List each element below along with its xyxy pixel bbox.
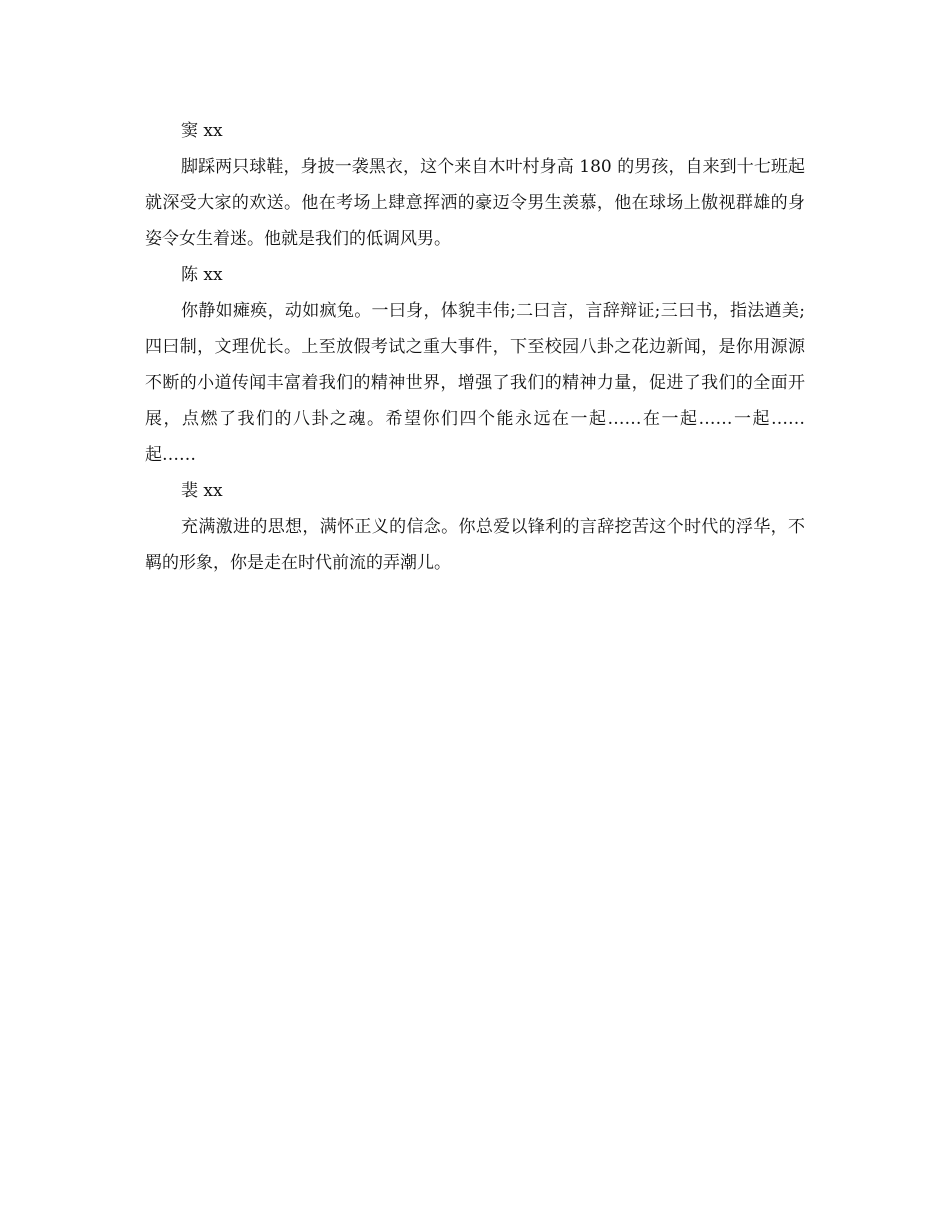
entry-name: 窦 xx xyxy=(181,121,223,141)
entry-name: 陈 xx xyxy=(181,265,223,285)
entry-paragraph: 脚踩两只球鞋，身披一袭黑衣，这个来自木叶村身高 180 的男孩，自来到十七班起就深受大家的欢送。他在考场上肆意挥洒的豪迈令男生羡慕，他在球场上傲视群雄的身姿令女生着迷。他就是我们的低调风男。 xyxy=(145,157,805,249)
entry-name: 裴 xx xyxy=(181,481,223,501)
entry-paragraph: 充满激进的思想，满怀正义的信念。你总爱以锋利的言辞挖苦这个时代的浮华，不羁的形象，你是走在时代前流的弄潮儿。 xyxy=(145,517,805,573)
document-body xyxy=(145,113,805,581)
entry-paragraph: 你静如瘫痪，动如疯兔。一曰身，体貌丰伟;二曰言，言辞辩证;三曰书，指法遒美;四曰制，文理优长。上至放假考试之重大事件，下至校园八卦之花边新闻，是你用源源不断的小道传闻丰富着我们的精神世界，增强了我们的精神力量，促进了我们的全面开展，点燃了我们的八卦之魂。希望你们四个能永远在一起……在一起……一起……起…… xyxy=(145,301,805,465)
